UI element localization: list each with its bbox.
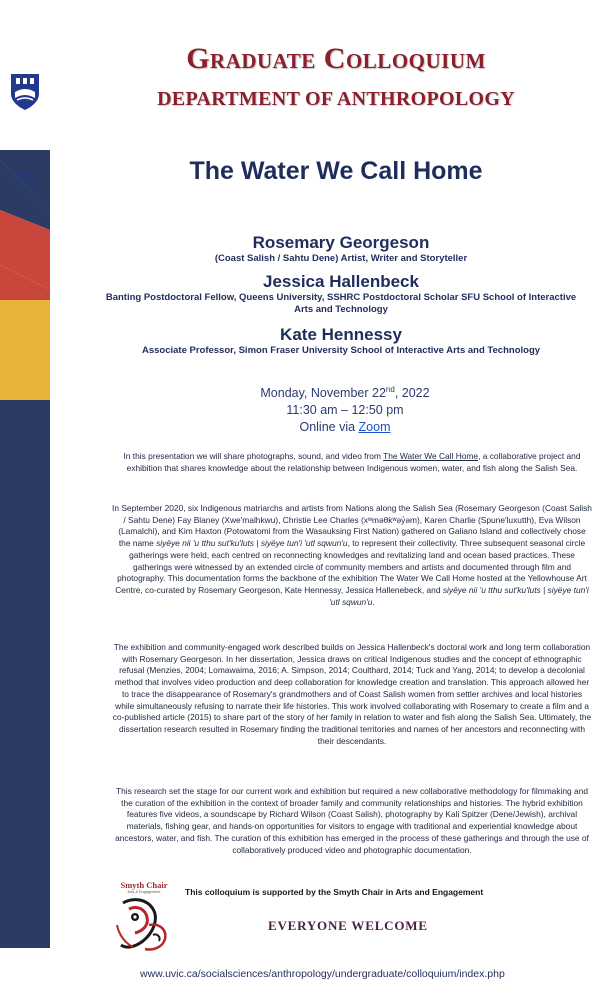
- collective-name: siyëye nii 'u tthu sut'ku'luts | siyëye tun'i 'utl sqwun'u: [156, 538, 348, 549]
- department-title: DEPARTMENT OF ANTHROPOLOGY: [157, 88, 515, 110]
- abstract-paragraph-1: [112, 451, 592, 474]
- sponsor-note: This colloquium is supported by the Smyth Chair in Arts and Engagement: [185, 887, 484, 897]
- uvic-crest-icon: [9, 72, 41, 112]
- event-location: [200, 419, 490, 436]
- speaker-name: Jessica Hallenbeck: [263, 272, 419, 291]
- speaker-role: Associate Professor, Simon Fraser University School of Interactive Arts and Technology: [141, 345, 541, 356]
- talk-title: The Water We Call Home: [189, 157, 483, 185]
- speaker-3: [100, 325, 582, 357]
- smyth-chair-label: Smyth Chair: [120, 880, 168, 890]
- project-link[interactable]: The Water We Call Home: [383, 451, 479, 461]
- date-text: Monday, November 22: [260, 386, 386, 401]
- abstract-paragraph-4: This research set the stage for our current work and exhibition but required a new collaborative methodology for filmmaking and the curation of the exhibition in the context of broader family and community relationships and histories. The hybrid exhibition features five videos, a soundscape by Richard Wilson (Coast Salish), photography by Kali Spitzer (Dene/Jewish), archival materials, fishing gear, and hands-on opportunities for visitors to engage with traditional and experiential knowledge about ancestors, water, and fish. The curation of this exhibition has emerged in the process of these gatherings and through the use of collaboratively produced video and photographic documentation.: [115, 786, 589, 855]
- speaker-role: (Coast Salish / Sahtu Dene) Artist, Writer and Storyteller: [214, 253, 468, 264]
- p1-text-b: , a collaborative project and exhibition that shares knowledge about the relationship between Indigenous women, water, and fish along the Salish Sea.: [126, 451, 581, 473]
- smyth-chair-sub: Arts & Engagement: [127, 890, 161, 894]
- smyth-chair-logo: [113, 880, 175, 955]
- smyth-art-icon: [113, 895, 175, 955]
- logo-line-1: University: [11, 172, 39, 178]
- event-details: [200, 381, 490, 436]
- date-year: , 2022: [394, 386, 430, 401]
- colloquium-url[interactable]: www.uvic.ca/socialsciences/anthropology/undergraduate/colloquium/index.php: [140, 968, 505, 980]
- date-ordinal: nd: [385, 385, 395, 394]
- speaker-2: [100, 272, 582, 316]
- logo-line-2: of Victoria: [11, 179, 39, 185]
- speaker-role: Banting Postdoctoral Fellow, Queens University, SSHRC Postdoctoral Scholar SFU School of Interactive Arts and Technology: [105, 292, 577, 315]
- p2-text-a: In September 2020, six Indigenous matriarchs and artists from Nations along the Salish Sea (Rosemary Georgeson (Coast Salish / Sahtu Dene) Fay Blaney (Xwe'malhkwu), Christie Lee Charles (xʷməθkʷəy̓əm), Karen Charlie (Spune'luxutth), Eva Wilson (Lamalchi), and Kim Haxton (Potowatomi from the Wasauksing First Nation) gathered on Galiano Island and collectively chose the name: [112, 503, 592, 549]
- university-logo: [0, 60, 50, 185]
- speaker-name: Rosemary Georgeson: [252, 233, 430, 252]
- event-date: [200, 381, 490, 402]
- p2-text-c: .: [372, 596, 375, 607]
- p1-text-a: In this presentation we will share photographs, sound, and video from: [123, 451, 384, 461]
- abstract-paragraph-2: [112, 503, 592, 608]
- zoom-link[interactable]: Zoom: [358, 420, 391, 435]
- abstract-paragraph-3: The exhibition and community-engaged work described builds on Jessica Hallenbeck's doctoral work and long term collaboration with Rosemary Georgeson. In her dissertation, Jessica draws on critical Indigenous studies and the concept of ethnographic refusal (Menzies, 2004; Lomawaima, 2016; A. Simpson, 2014; Coulthard, 2014; Tuck and Yang, 2014; to develop a decolonial method that involves video production and deep collaboration for knowledge creation and translation. This approach allowed her to trace the disappearance of Rosemary's grandmothers and of Coast Salish women from settler archives and local histories while simultaneously refusing to narrate their life histories. This work involved collaborating with Rosemary to create a film and a co-published article (2015) to share part of the story of her family in relation to water and fish along the Salish Sea. Ultimately, the dissertation research resulted in Rosemary finding the traditional territories and names of her ancestors and reconnecting with their descendants.: [112, 642, 592, 746]
- decorative-stripe: [0, 0, 50, 1008]
- colloquium-title: Graduate Colloquium: [186, 42, 486, 75]
- university-name: [0, 172, 50, 186]
- everyone-welcome: EVERYONE WELCOME: [268, 918, 428, 933]
- p2-text-b: , to represent their collectivity. Three subsequent seasonal circle gatherings were held, each centred on reconnecting knowledges and revitalizing land and ocean based practices. These gatherings were witnessed by an extended circle of community members and artists and documented through film and photography. This documentation forms the backbone of the exhibition The Water We Call Home hosted at the Yellowhouse Art Centre, co-curated by Rosemary Georgeson, Kate Hennessy, Jessica Hallenebeck, and: [115, 538, 587, 595]
- event-time: 11:30 am – 12:50 pm: [286, 403, 404, 418]
- speaker-1: [100, 233, 582, 265]
- online-label: Online via: [299, 420, 359, 435]
- collective-name: siyëye nii 'u tthu sut'ku'luts | siyëye tun'i 'utl sqwun'u: [329, 584, 589, 607]
- speaker-name: Kate Hennessy: [280, 325, 402, 344]
